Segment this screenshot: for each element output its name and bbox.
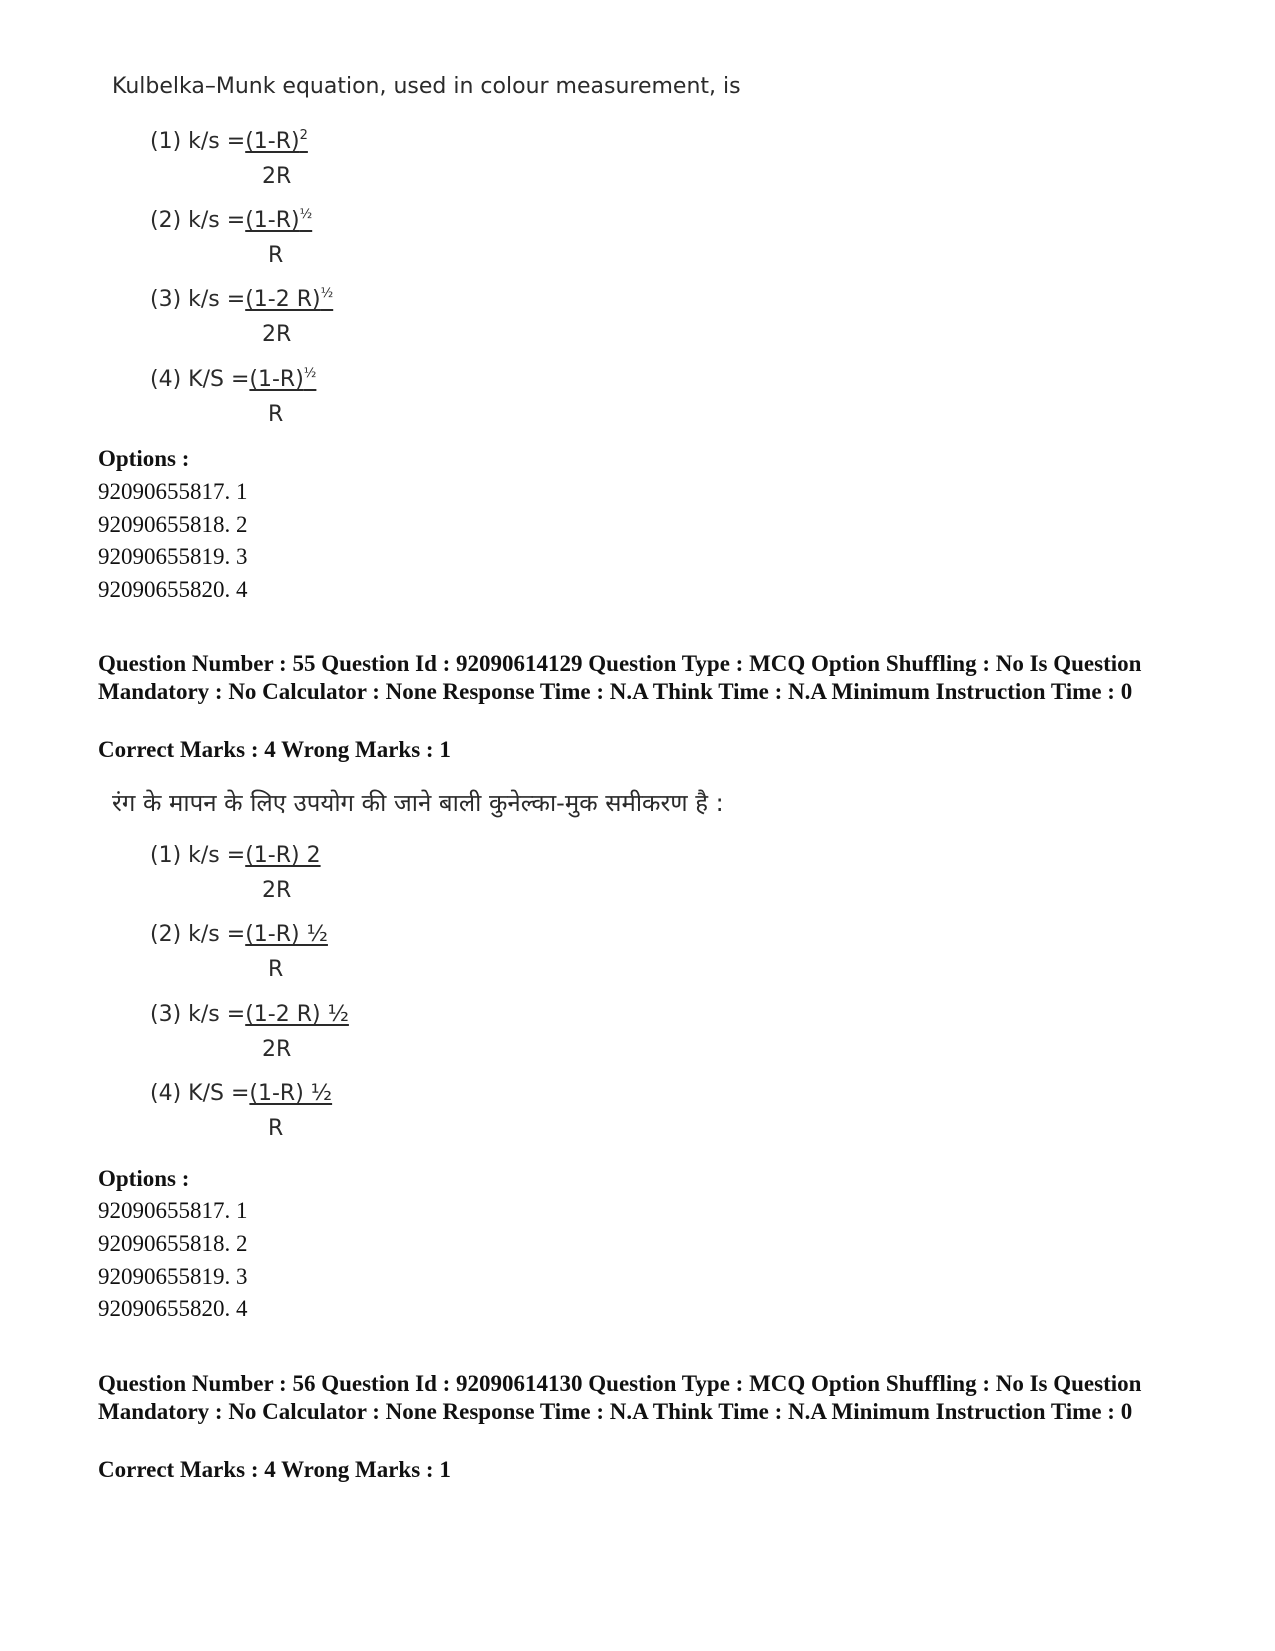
- options-heading: Options :: [98, 1166, 190, 1191]
- option-item: 92090655818. 2: [98, 1231, 248, 1256]
- q54-choice-1-denominator: 2R: [262, 164, 292, 189]
- choice-label: (2) k/s =: [150, 922, 246, 947]
- choice-label: (4) K/S =: [150, 367, 250, 392]
- options-heading: Options :: [98, 446, 190, 471]
- q54-choice-2: [150, 207, 312, 233]
- q54-choice-1: [150, 128, 308, 154]
- option-item: 92090655818. 2: [98, 512, 248, 537]
- option-item: 92090655820. 4: [98, 1296, 248, 1321]
- choice-numerator: (1-2 R)$^{\frac{1}{2}}$: [245, 286, 334, 312]
- q55-choice-1-denominator: 2R: [262, 878, 292, 903]
- q54-choice-3: [150, 286, 333, 312]
- q55-choice-4: [150, 1081, 332, 1106]
- choice-numerator: (1-R) ½: [245, 922, 328, 947]
- option-item: 92090655817. 1: [98, 479, 248, 504]
- choice-numerator: (1-R) ½: [249, 1081, 333, 1106]
- choice-numerator: $(1-R)^2$: [245, 128, 308, 154]
- q54-choice-3-denominator: 2R: [262, 322, 292, 347]
- question-55-meta: Question Number : 55 Question Id : 92090614129 Question Type : MCQ Option Shuffling : No Is Question Mandatory : No Calculator : None Response Time : N.A Think Time : N.A Minimum Instruction Time : 0: [98, 651, 1142, 704]
- q55-choice-3: [150, 1002, 349, 1027]
- question-55-marks: Correct Marks : 4 Wrong Marks : 1: [98, 737, 451, 762]
- choice-numerator: (1-R) 2: [245, 843, 321, 868]
- q55-choice-1: [150, 843, 321, 868]
- question-54-stem: Kulbelka–Munk equation, used in colour measurement, is: [112, 74, 741, 99]
- choice-numerator: $(1-R)^{\frac{1}{2}}$: [245, 207, 313, 233]
- q55-choice-2: [150, 922, 328, 947]
- question-55-stem: रंग के मापन के लिए उपयोग की जाने बाली कुनेल्का-मुक समीकरण है :: [112, 789, 724, 817]
- option-item: 92090655817. 1: [98, 1198, 248, 1223]
- question-56-meta: Question Number : 56 Question Id : 92090614130 Question Type : MCQ Option Shuffling : No Is Question Mandatory : No Calculator : None Response Time : N.A Think Time : N.A Minimum Instruction Time : 0: [98, 1371, 1142, 1424]
- option-item: 92090655820. 4: [98, 577, 248, 602]
- choice-label: (1) k/s =: [150, 129, 246, 154]
- choice-numerator: $(1-R)^{\frac{1}{2}}$: [249, 366, 317, 392]
- choice-label: (3) k/s =: [150, 1002, 246, 1027]
- choice-label: (1) k/s =: [150, 843, 246, 868]
- option-item: 92090655819. 3: [98, 1264, 248, 1289]
- q55-choice-3-denominator: 2R: [262, 1037, 292, 1062]
- choice-label: (3) k/s =: [150, 287, 246, 312]
- option-item: 92090655819. 3: [98, 544, 248, 569]
- q54-choice-4: [150, 366, 316, 392]
- q54-choice-4-denominator: R: [268, 402, 284, 427]
- q55-choice-2-denominator: R: [268, 957, 284, 982]
- q55-choice-4-denominator: R: [268, 1116, 284, 1141]
- choice-numerator: (1-2 R) ½: [245, 1002, 349, 1027]
- q54-choice-2-denominator: R: [268, 243, 284, 268]
- question-56-marks: Correct Marks : 4 Wrong Marks : 1: [98, 1457, 451, 1482]
- choice-label: (2) k/s =: [150, 208, 246, 233]
- choice-label: (4) K/S =: [150, 1081, 250, 1106]
